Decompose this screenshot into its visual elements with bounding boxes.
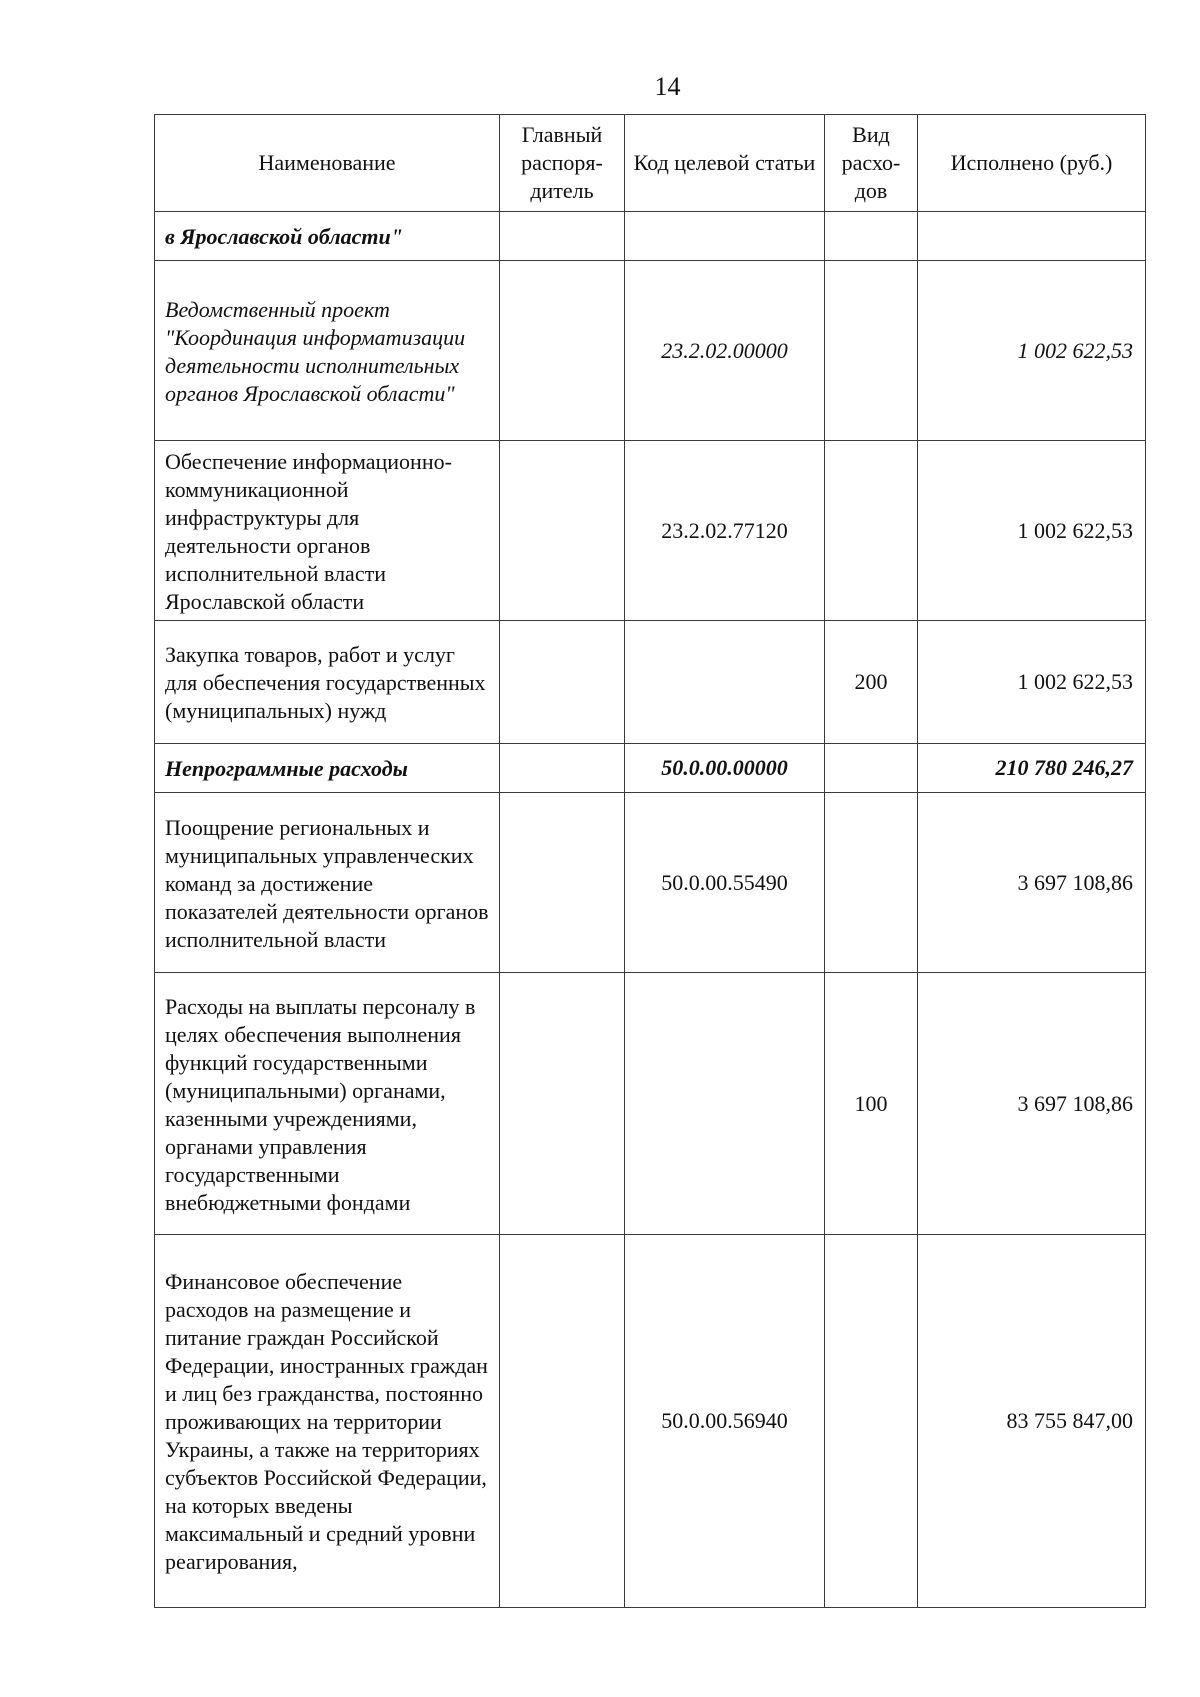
row-grbs [500, 261, 625, 441]
row-name: Финансовое обеспечение расходов на размещение и питание граждан Российской Федерации, иностранных граждан и лиц без гражданства, постоянно проживающих на территории Украины, а также на территориях субъектов Российской Федерации, на которых введены максимальный и средний уровни реагирования, [155, 1235, 500, 1608]
row-vid [825, 261, 918, 441]
row-grbs [500, 744, 625, 793]
row-sum: 3 697 108,86 [918, 973, 1146, 1235]
row-code: 23.2.02.77120 [625, 441, 825, 621]
row-vid: 100 [825, 973, 918, 1235]
row-sum: 83 755 847,00 [918, 1235, 1146, 1608]
page-number: 14 [654, 72, 681, 101]
row-sum [918, 212, 1146, 261]
row-grbs [500, 621, 625, 744]
row-name: Закупка товаров, работ и услуг для обеспечения государственных (муниципальных) нужд [155, 621, 500, 744]
row-code: 50.0.00.56940 [625, 1235, 825, 1608]
row-sum: 1 002 622,53 [918, 441, 1146, 621]
row-vid: 200 [825, 621, 918, 744]
row-name: Ведомственный проект "Координация информатизации деятельности исполнительных органов Ярославской области" [155, 261, 500, 441]
row-code [625, 973, 825, 1235]
row-grbs [500, 1235, 625, 1608]
row-name: Непрограммные расходы [155, 744, 500, 793]
row-vid [825, 1235, 918, 1608]
row-code: 23.2.02.00000 [625, 261, 825, 441]
row-grbs [500, 441, 625, 621]
row-code: 50.0.00.55490 [625, 793, 825, 973]
header-vid: Вид расхо-дов [825, 115, 918, 212]
row-grbs [500, 212, 625, 261]
table-row [155, 212, 1146, 261]
header-sum: Исполнено (руб.) [918, 115, 1146, 212]
expenditure-table [154, 114, 1146, 1608]
row-sum: 1 002 622,53 [918, 621, 1146, 744]
row-code: 50.0.00.00000 [625, 744, 825, 793]
table-row [155, 261, 1146, 441]
row-vid [825, 744, 918, 793]
row-code [625, 621, 825, 744]
row-vid [825, 212, 918, 261]
table-row [155, 973, 1146, 1235]
header-grbs: Главный распоря-дитель [500, 115, 625, 212]
table-row [155, 441, 1146, 621]
table-row [155, 793, 1146, 973]
table-row [155, 621, 1146, 744]
row-name: Обеспечение информационно-коммуникационной инфраструктуры для деятельности органов исполнительной власти Ярославской области [155, 441, 500, 621]
header-code: Код целевой статьи [625, 115, 825, 212]
row-sum: 210 780 246,27 [918, 744, 1146, 793]
row-sum: 3 697 108,86 [918, 793, 1146, 973]
row-sum: 1 002 622,53 [918, 261, 1146, 441]
row-name: в Ярославской области" [155, 212, 500, 261]
row-name: Поощрение региональных и муниципальных управленческих команд за достижение показателей деятельности органов исполнительной власти [155, 793, 500, 973]
row-code [625, 212, 825, 261]
table-row [155, 744, 1146, 793]
table-header-row [155, 115, 1146, 212]
row-vid [825, 793, 918, 973]
row-name: Расходы на выплаты персоналу в целях обеспечения выполнения функций государственными (муниципальными) органами, казенными учреждениями, органами управления государственными внебюджетными фондами [155, 973, 500, 1235]
header-name: Наименование [155, 115, 500, 212]
row-grbs [500, 973, 625, 1235]
row-vid [825, 441, 918, 621]
table-row [155, 1235, 1146, 1608]
row-grbs [500, 793, 625, 973]
